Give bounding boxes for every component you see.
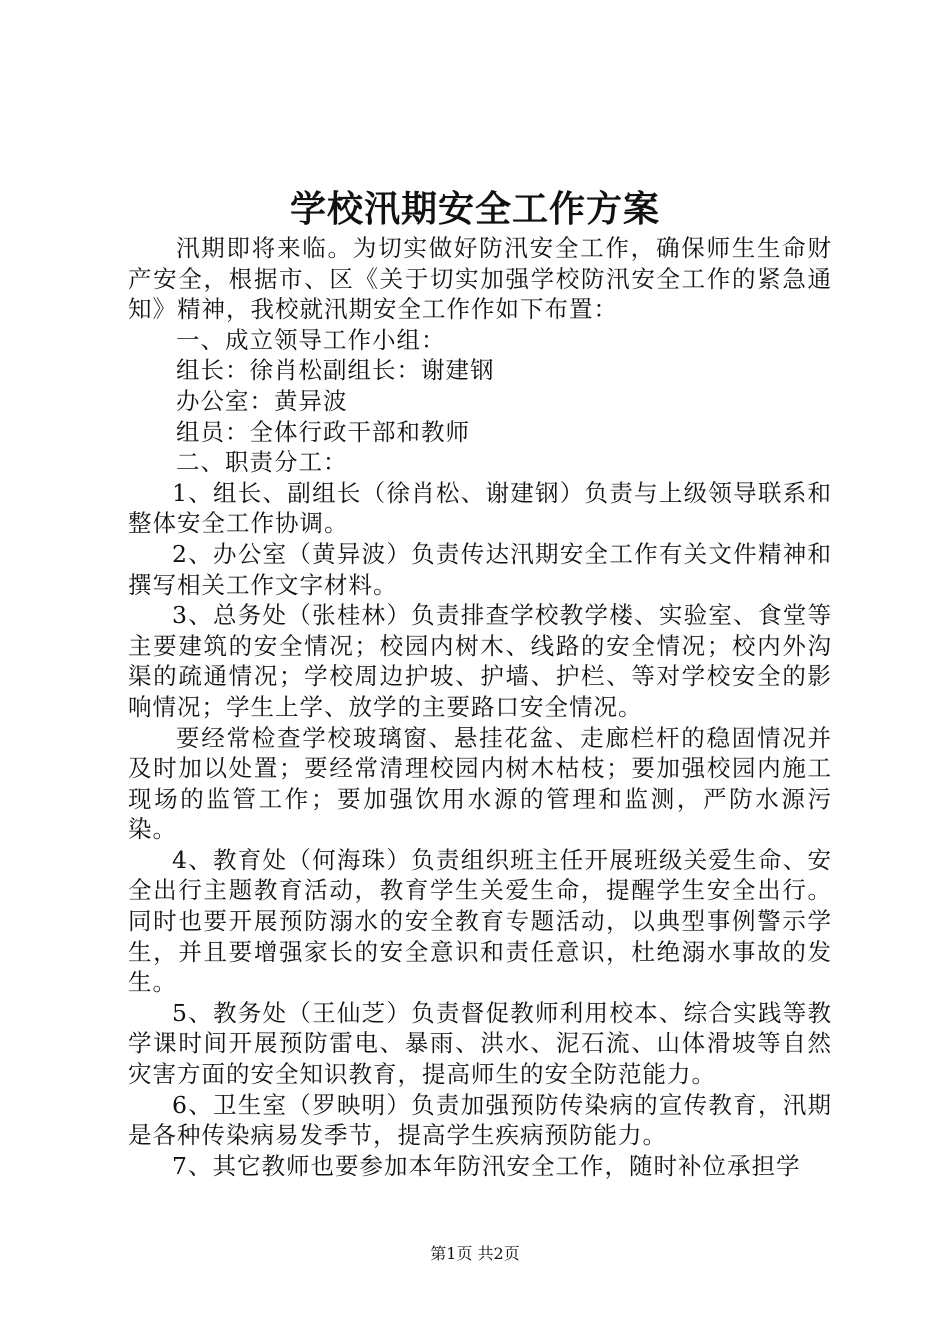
paragraph-duty-2: 2、办公室（黄异波）负责传达汛期安全工作有关文件精神和撰写相关工作文字材料。 bbox=[128, 539, 832, 599]
document-body bbox=[128, 233, 832, 1181]
paragraph-duty-1: 1、组长、副组长（徐肖松、谢建钢）负责与上级领导联系和整体安全工作协调。 bbox=[128, 478, 832, 538]
paragraph-leaders: 组长：徐肖松副组长：谢建钢 bbox=[176, 356, 495, 385]
paragraph-duty-5: 5、教务处（王仙芝）负责督促教师利用校本、综合实践等教学课时间开展预防雷电、暴雨、洪水、泥石流、山体滑坡等自然灾害方面的安全知识教育，提高师生的安全防范能力。 bbox=[128, 998, 832, 1089]
paragraph-duty-6: 6、卫生室（罗映明）负责加强预防传染病的宣传教育，汛期是各种传染病易发季节，提高学生疾病预防能力。 bbox=[128, 1090, 832, 1150]
page-footer: 第1页 共2页 bbox=[430, 1244, 520, 1263]
document-title: 学校汛期安全工作方案 bbox=[289, 188, 660, 230]
paragraph-section-1-heading: 一、成立领导工作小组： bbox=[176, 325, 446, 354]
paragraph-section-2-heading: 二、职责分工： bbox=[176, 448, 348, 477]
paragraph-members: 组员：全体行政干部和教师 bbox=[176, 417, 470, 446]
paragraph-duty-4: 4、教育处（何海珠）负责组织班主任开展班级关爱生命、安全出行主题教育活动，教育学生关爱生命，提醒学生安全出行。同时也要开展预防溺水的安全教育专题活动，以典型事例警示学生，并且要增强家长的安全意识和责任意识，杜绝溺水事故的发生。 bbox=[128, 845, 832, 997]
paragraph-duty-3-detail: 要经常检查学校玻璃窗、悬挂花盆、走廊栏杆的稳固情况并及时加以处置；要经常清理校园内树木枯枝；要加强校园内施工现场的监管工作；要加强饮用水源的管理和监测，严防水源污染。 bbox=[128, 723, 832, 844]
paragraph-duty-3: 3、总务处（张桂林）负责排查学校教学楼、实验室、食堂等主要建筑的安全情况；校园内树木、线路的安全情况；校内外沟渠的疏通情况；学校周边护坡、护墙、护栏、等对学校安全的影响情况；学生上学、放学的主要路口安全情况。 bbox=[128, 601, 832, 721]
paragraph-intro: 汛期即将来临。为切实做好防汛安全工作，确保师生生命财产安全，根据市、区《关于切实加强学校防汛安全工作的紧急通知》精神，我校就汛期安全工作作如下布置： bbox=[128, 234, 832, 324]
paragraph-office: 办公室：黄异波 bbox=[176, 386, 348, 415]
paragraph-duty-7: 7、其它教师也要参加本年防汛安全工作，随时补位承担学 bbox=[172, 1151, 801, 1180]
